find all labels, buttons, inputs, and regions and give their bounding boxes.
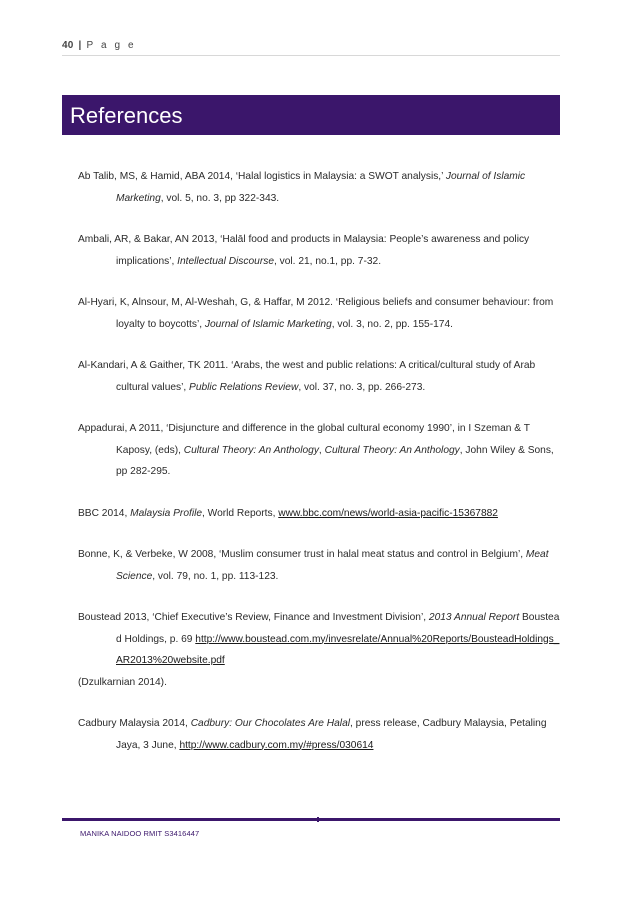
ref-link[interactable]: http://www.cadbury.com.my/#press/030614 <box>179 739 374 751</box>
ref-text: Boustead 2013, ‘Chief Executive’s Review, Finance and Investment Division’, <box>78 612 429 623</box>
ref-text: , John Wiley & Sons, pp 282-295. <box>116 444 554 477</box>
page-word: P a g e <box>86 40 137 51</box>
ref-title: 2013 Annual Report <box>428 612 520 623</box>
ref-journal: Journal of Islamic Marketing <box>204 318 332 330</box>
ref-text: Al-Kandari, A & Gaither, TK 2011. ‘Arabs, the west and public relations: A critical/cultural study of Arab cultural values’, <box>78 360 536 393</box>
ref-book-title: Cultural Theory: An Anthology <box>324 444 460 456</box>
dzulkarnian-note: (Dzulkarnian 2014). <box>78 676 167 688</box>
ref-title: Cadbury: Our Chocolates Are Halal <box>190 718 351 729</box>
ref-journal: Journal of Islamic Marketing <box>116 171 526 204</box>
reference-boustead <box>78 607 563 672</box>
ref-text: , press release, Cadbury Malaysia, Petaling Jaya, 3 June, <box>116 718 547 751</box>
ref-text: BBC 2014, <box>78 507 131 519</box>
ref-text: Cadbury Malaysia 2014, <box>78 718 191 729</box>
header-rule <box>62 55 560 56</box>
section-title: References <box>70 103 183 128</box>
reference-list <box>78 166 563 776</box>
ref-text: Boustead Holdings, p. 69 <box>116 612 560 645</box>
section-banner <box>62 95 560 135</box>
ref-journal: Meat Science <box>116 549 549 582</box>
ref-title: Malaysia Profile <box>130 507 203 519</box>
ref-journal: Intellectual Discourse <box>177 255 274 267</box>
ref-link[interactable]: http://www.boustead.com.my/invesrelate/Annual%20Reports/BousteadHoldings_AR2013%20website.pdf <box>116 633 560 666</box>
reference-bonne <box>78 544 563 587</box>
ref-journal: Public Relations Review <box>189 381 299 393</box>
ref-text: , vol. 79, no. 1, pp. 113-123. <box>152 570 279 582</box>
reference-ab-talib <box>78 166 563 209</box>
reference-bbc <box>78 503 563 525</box>
ref-text: , vol. 21, no.1, pp. 7-32. <box>273 255 382 267</box>
header-separator: | <box>78 40 82 51</box>
page-header <box>62 40 560 51</box>
ref-text: , vol. 5, no. 3, pp 322-343. <box>160 192 280 204</box>
reference-cadbury <box>78 713 563 756</box>
ref-text: Bonne, K, & Verbeke, W 2008, ‘Muslim consumer trust in halal meat status and control in Belgium’, <box>78 549 526 560</box>
ref-text: , World Reports, <box>202 507 279 519</box>
reference-al-hyari <box>78 292 563 335</box>
reference-appadurai <box>78 418 563 483</box>
ref-text: Ab Talib, MS, & Hamid, ABA 2014, ‘Halal logistics in Malaysia: a SWOT analysis,’ <box>78 171 446 182</box>
ref-text: Ambali, AR, & Bakar, AN 2013, ‘Halāl food and products in Malaysia: People’s awareness and policy implications’, <box>78 234 530 267</box>
ref-text: , <box>318 444 325 456</box>
ref-link[interactable]: www.bbc.com/news/world-asia-pacific-15367882 <box>278 507 498 519</box>
reference-ambali <box>78 229 563 272</box>
footer-rule <box>62 818 560 821</box>
footer-author: MANIKA NAIDOO RMIT S3416447 <box>80 829 200 838</box>
ref-text: , vol. 3, no. 2, pp. 155-174. <box>331 318 453 330</box>
reference-al-kandari <box>78 355 563 398</box>
ref-text: Al-Hyari, K, Alnsour, M, Al-Weshah, G, & Haffar, M 2012. ‘Religious beliefs and consumer behaviour: from loyalty to boycotts’, <box>78 297 554 330</box>
ref-text: Appadurai, A 2011, ‘Disjuncture and difference in the global cultural economy 1990’, in I Szeman & T Kaposy, (eds), <box>78 423 530 456</box>
ref-text: , vol. 37, no. 3, pp. 266-273. <box>298 381 426 393</box>
page-number: 40 <box>62 40 74 51</box>
ref-book-title: Cultural Theory: An Anthology <box>183 444 319 456</box>
